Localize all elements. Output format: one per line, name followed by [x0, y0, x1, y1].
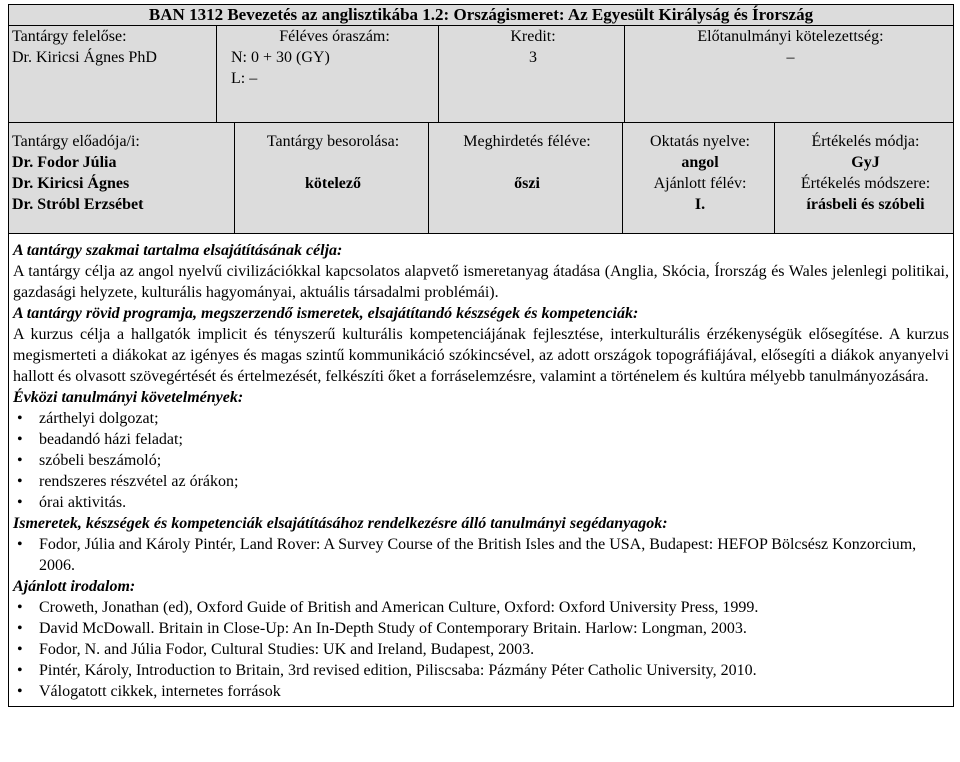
ajanlott-value: I.: [694, 196, 706, 213]
oraszam-label: Féléves óraszám:: [279, 28, 390, 45]
course-sheet: [8, 4, 954, 707]
elotanulmanyi-label: Előtanulmányi kötelezettség:: [697, 28, 884, 45]
header-row-2: [9, 123, 953, 234]
nyelv-cell: [623, 123, 775, 233]
oraszam-cell: [217, 26, 439, 122]
meghirdetes-label: Meghirdetés féléve:: [463, 133, 591, 150]
felelos-value: Dr. Kiricsi Ágnes PhD: [12, 49, 157, 66]
list-item: • Fodor, Júlia and Károly Pintér, Land Rover: A Survey Course of the British Isles and the USA, Budapest: HEFOP Bölcsész Konzorcium, 2006.: [39, 534, 949, 576]
list-item: • Croweth, Jonathan (ed), Oxford Guide of British and American Culture, Oxford: Oxford University Press, 1999.: [39, 597, 949, 618]
besorolas-value: kötelező: [305, 175, 361, 192]
segedanyag-heading: Ismeretek, készségek és kompetenciák elsajátításához rendelkezésre álló tanulmányi segédanyagok:: [13, 515, 668, 532]
elotanulmanyi-cell: [625, 26, 953, 122]
meghirdetes-cell: [429, 123, 623, 233]
list-item: • rendszeres részvétel az órákon;: [39, 471, 949, 492]
list-item: • órai aktivitás.: [39, 492, 949, 513]
list-item: • Válogatott cikkek, internetes források: [39, 681, 949, 702]
elotanulmanyi-value: –: [786, 49, 795, 66]
cel-heading: A tantárgy szakmai tartalma elsajátításának célja:: [13, 242, 343, 259]
list-item: • beadandó házi feladat;: [39, 429, 949, 450]
ertekeles-cell: [775, 123, 953, 233]
modszer-value: írásbeli és szóbeli: [806, 196, 925, 213]
felelos-label: Tantárgy felelőse:: [12, 28, 127, 45]
besorolas-label: Tantárgy besorolása:: [266, 133, 400, 150]
kredit-cell: [439, 26, 625, 122]
nyelv-label: Oktatás nyelve:: [650, 133, 750, 150]
program-heading: A tantárgy rövid programja, megszerzendő ismeretek, elsajátítandó készségek és kompetenciák:: [13, 305, 639, 322]
course-title: BAN 1312 Bevezetés az anglisztikába 1.2: Országismeret: Az Egyesült Királyság és Írország: [9, 5, 953, 26]
oraszam-n: N: 0 + 30 (GY): [231, 49, 330, 66]
ertekeles-label: Értékelés módja:: [811, 133, 920, 150]
list-item: • David McDowall. Britain in Close-Up: An In-Depth Study of Contemporary Britain. Harlow: Longman, 2003.: [39, 618, 949, 639]
list-item: • zárthelyi dolgozat;: [39, 408, 949, 429]
meghirdetes-value: őszi: [514, 175, 540, 192]
header-row-1: [9, 26, 953, 123]
oraszam-l: L: –: [231, 70, 258, 87]
list-item: • Fodor, N. and Júlia Fodor, Cultural Studies: UK and Ireland, Budapest, 2003.: [39, 639, 949, 660]
eloado-cell: [9, 123, 235, 233]
course-body: [9, 234, 953, 706]
list-item: • szóbeli beszámoló;: [39, 450, 949, 471]
program-text: A kurzus célja a hallgatók implicit és tényszerű kulturális kompetenciájának fejlesztése, interkulturális érzékenységük elősegítése. A kurzus megismerteti a diákokat az igényes és magas szintű kommunikáció szókincsével, az adott országok topográfiájával, elősegíti a diákok anyanyelvi hallott és olvasott szövegértését és értelmezését, felkészíti őket a forráselemzésre, valamint a történelem és kultúra mélyebb tanulmányozására.: [13, 326, 949, 385]
eloado-label: Tantárgy előadója/i:: [12, 133, 140, 150]
evkozi-list: [13, 408, 949, 513]
nyelv-value: angol: [681, 154, 719, 171]
segedanyag-list: [13, 534, 949, 576]
eloado-2: Dr. Kiricsi Ágnes: [12, 175, 130, 192]
modszer-label: Értékelés módszere:: [800, 175, 931, 192]
cel-text: A tantárgy célja az angol nyelvű civilizációkkal kapcsolatos alapvető ismeretanyag átadása (Anglia, Skócia, Írország és Wales jelenlegi politikai, gazdasági helyzete, kulturális hagyományai, aktuális társadalmi problémái).: [13, 263, 949, 301]
evkozi-heading: Évközi tanulmányi követelmények:: [13, 389, 244, 406]
irodalom-heading: Ajánlott irodalom:: [13, 578, 136, 595]
eloado-1: Dr. Fodor Júlia: [12, 154, 117, 171]
ajanlott-label: Ajánlott félév:: [653, 175, 747, 192]
irodalom-list: [13, 597, 949, 702]
eloado-3: Dr. Stróbl Erzsébet: [12, 196, 144, 213]
felelos-cell: [9, 26, 217, 122]
besorolas-cell: [235, 123, 429, 233]
kredit-label: Kredit:: [510, 28, 556, 45]
kredit-value: 3: [529, 49, 537, 66]
list-item: • Pintér, Károly, Introduction to Britain, 3rd revised edition, Piliscsaba: Pázmány Péter Catholic University, 2010.: [39, 660, 949, 681]
ertekeles-value: GyJ: [851, 154, 880, 171]
